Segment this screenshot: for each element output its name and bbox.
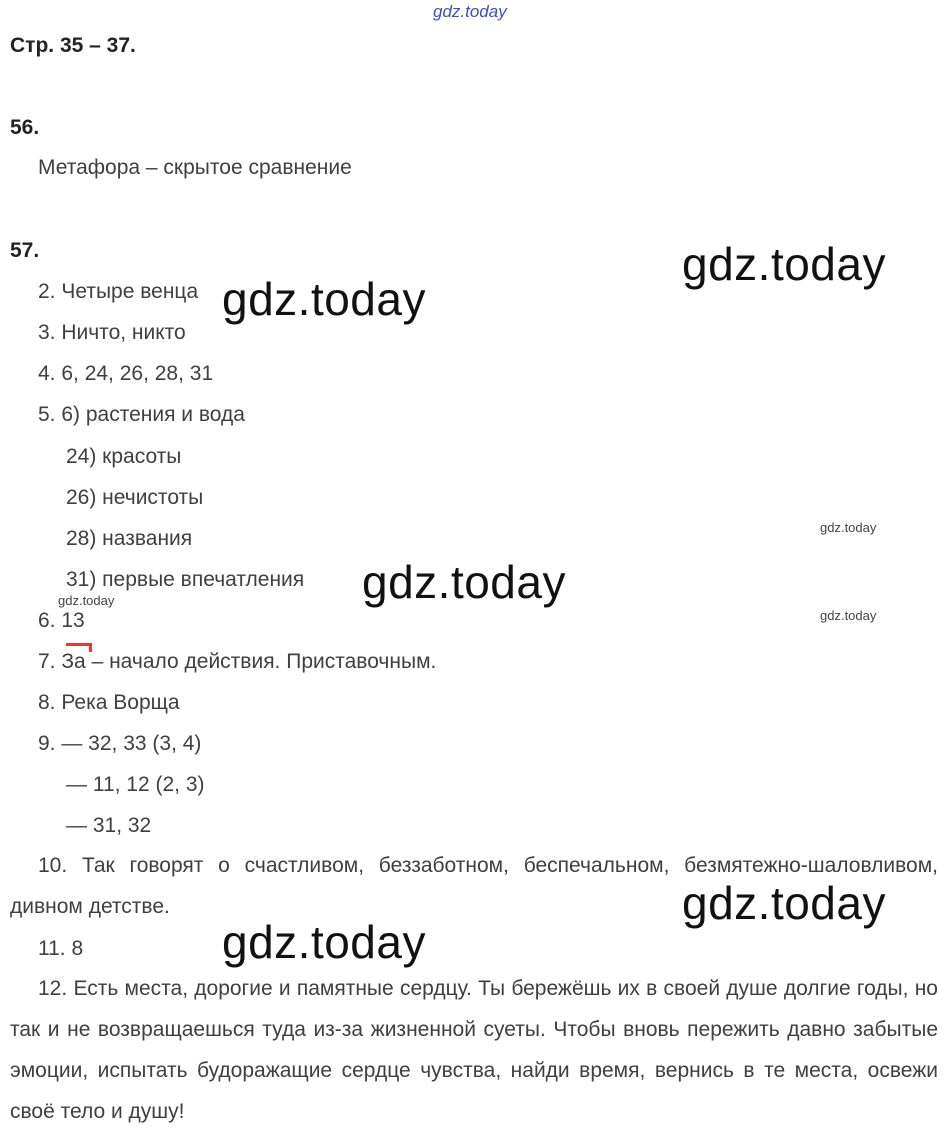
answer-11: 11. 8 <box>38 937 84 960</box>
answer-5-31: 31) первые впечатления <box>66 568 305 591</box>
answer-7-marked-prefix: За <box>61 650 86 673</box>
task-56-text: Метафора – скрытое сравнение <box>38 156 352 179</box>
task-56-number: 56. <box>10 116 40 139</box>
answer-5-24: 24) красоты <box>66 445 182 468</box>
answer-5-26: 26) нечистоты <box>66 486 204 509</box>
answer-4: 4. 6, 24, 26, 28, 31 <box>38 362 214 385</box>
answer-9-a: 9. — 32, 33 (3, 4) <box>38 732 202 755</box>
answer-12: 12. Есть места, дорогие и памятные сердцу. Ты бережёшь их в своей душе долгие годы, но так и не возвращаешься туда из-за жизненной суеты. Чтобы вновь пережить давно забытые эмоции, испытать будоражащие сердце чувства, найди время, вернись в те места, освежи своё тело и душу! <box>10 977 938 1123</box>
answer-8: 8. Река Ворща <box>38 691 180 714</box>
watermark-small: gdz.today <box>820 520 877 535</box>
answer-10: 10. Так говорят о счастливом, беззаботном, беспечальном, безмятежно-шаловливом, дивном детстве. <box>10 854 938 918</box>
watermark-large: gdz.today <box>682 877 886 929</box>
answer-5: 5. 6) растения и вода <box>38 403 245 426</box>
watermark-large: gdz.today <box>362 556 566 608</box>
answer-7-number: 7. <box>38 650 62 673</box>
answer-2: 2. Четыре венца <box>38 280 199 303</box>
answer-7-text: – начало действия. Приставочным. <box>85 650 437 673</box>
answer-6: 6. 13 <box>38 609 85 632</box>
answer-7 <box>38 650 436 674</box>
watermark-large: gdz.today <box>682 238 886 290</box>
task-57-number: 57. <box>10 239 40 262</box>
watermark-small: gdz.today <box>820 608 877 623</box>
page-reference: Стр. 35 – 37. <box>10 34 136 57</box>
answer-3: 3. Ничто, никто <box>38 321 186 344</box>
watermark-large: gdz.today <box>222 273 426 325</box>
answer-9-c: — 31, 32 <box>66 814 152 837</box>
answer-9-b: — 11, 12 (2, 3) <box>66 773 205 796</box>
watermark-small: gdz.today <box>58 593 115 608</box>
watermark-large: gdz.today <box>222 916 426 968</box>
watermark-top: gdz.today <box>433 2 507 21</box>
answer-5-28: 28) названия <box>66 527 193 550</box>
